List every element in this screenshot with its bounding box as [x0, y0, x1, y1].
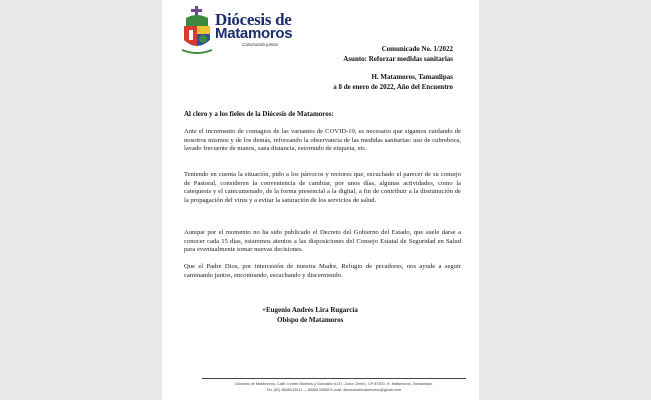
signature-name: +Eugenio Andrés Lira Rugarcía — [262, 306, 358, 314]
salutation: Al clero y a los fieles de la Diócesis de Matamoros: — [184, 110, 334, 118]
paragraph-2: Teniendo en cuenta la situación, pido a los párrocos y rectores que, escuchado el parecer de su consejo de Pastoral, consideren la conveniencia de cambiar, por unos días, algunas actividades, como la catequesis y el catecumenado, de la forma presencial a la digital, a fin de contribuir a la disminución de la propagación del virus y a evitar la saturación de los servicios de salud. — [184, 171, 461, 205]
logo-tagline: Caminando juntos — [242, 42, 279, 47]
footer-divider — [202, 378, 466, 379]
footer-address: Diócesis de Matamoros, Calle 4 entre Morelos y González #137, Zona Centro, CP 87300, H. Matamoros, Tamaulipas. — [235, 382, 433, 386]
communique-number: Comunicado No. 1/2022 — [381, 45, 453, 53]
diocese-logo — [180, 6, 330, 58]
background-right — [479, 0, 651, 400]
logo-title-line1: Diócesis de — [215, 10, 292, 29]
place-line: H. Matamoros, Tamaulipas — [371, 73, 453, 81]
paragraph-1: Ante el incremento de contagios de las variantes de COVID-19, es necesario que sigamos cuidando de nosotros mismos y de los demás, reforzando la observancia de las medidas sanitarias: uso de cubreboca, lavado frecuente de manos, sana distancia, estornudo de etiqueta, etc. — [184, 128, 461, 153]
logo-title-line2: Matamoros — [215, 25, 293, 42]
background-left — [0, 0, 162, 400]
date-line: a 8 de enero de 2022, Año del Encuentro — [333, 83, 453, 91]
subject-line: Asunto: Reforzar medidas sanitarias — [343, 55, 453, 63]
paragraph-3: Aunque por el momento no ha sido publicado el Decreto del Gobierno del Estado, que suele darse a conocer cada 15 días, estaremos atentos a las disposiciones del Consejo Estatal de Seguridad en Salud para eventualmente tomar nuevas decisiones. — [184, 229, 461, 254]
footer-contact: Tel: (52) 8688133511 — 8688133658 E-mail: diocesisdematamoros@gmail.com — [266, 388, 402, 392]
letter-page — [162, 0, 479, 400]
diocese-crest-icon — [180, 6, 214, 56]
paragraph-4: Que el Padre Dios, por intercesión de nuestra Madre, Refugio de pecadores, nos ayude a seguir caminando juntos, encontrando, escuchando y discerniendo. — [184, 263, 461, 279]
signature-title: Obispo de Matamoros — [277, 316, 344, 324]
